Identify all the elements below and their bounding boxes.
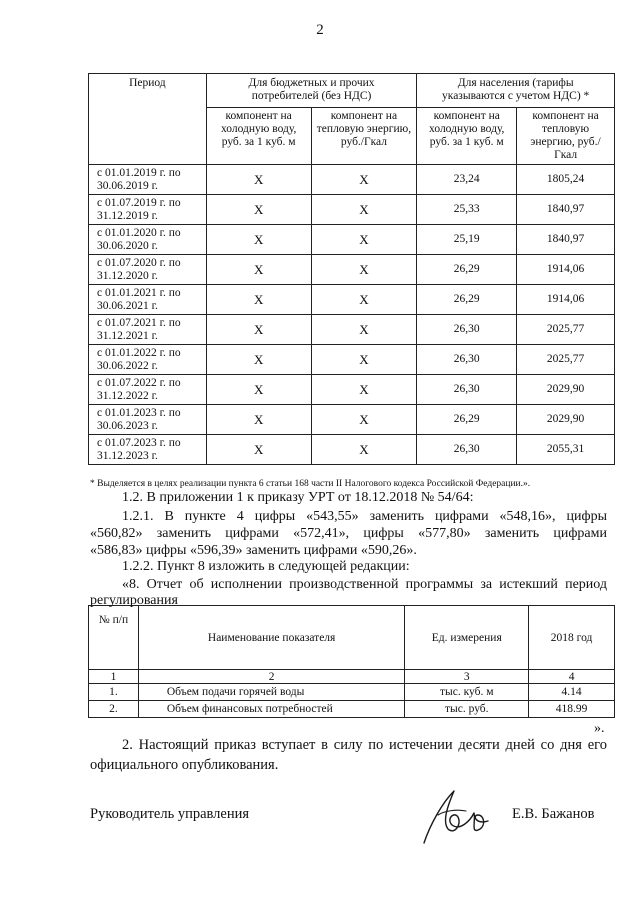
row-unit: тыс. руб. xyxy=(405,701,529,718)
table-row xyxy=(89,285,615,315)
index-cell: 1 xyxy=(89,670,139,684)
budget-cold-cell: X xyxy=(206,225,311,255)
period-cell: с 01.07.2020 г. по 31.12.2020 г. xyxy=(89,255,207,285)
budget-heat-cell: X xyxy=(311,405,417,435)
budget-cold-cell: X xyxy=(206,255,311,285)
table-row xyxy=(89,225,615,255)
population-cold-cell: 26,30 xyxy=(417,345,517,375)
closing-quote: ». xyxy=(594,721,605,736)
population-heat-cell: 1805,24 xyxy=(517,165,615,195)
period-cell: с 01.07.2019 г. по 31.12.2019 г. xyxy=(89,195,207,225)
subheader-population-heat: компонент на тепловую энергию, руб./Гкал xyxy=(517,108,615,165)
paragraph-2-line2: официального опубликования. xyxy=(90,757,279,773)
budget-cold-cell: X xyxy=(206,405,311,435)
header-unit: Ед. измерения xyxy=(405,606,529,670)
signatory-title: Руководитель управления xyxy=(90,806,250,822)
period-cell: с 01.07.2023 г. по 31.12.2023 г. xyxy=(89,435,207,465)
period-cell: с 01.01.2021 г. по 30.06.2021 г. xyxy=(89,285,207,315)
paragraph-1-2-1-line2: «560,82» заменить цифрами «572,41», цифры «577,80» заменить цифрами xyxy=(90,526,607,541)
paragraph-1-2: 1.2. В приложении 1 к приказу УРТ от 18.12.2018 № 54/64: xyxy=(122,490,474,505)
subheader-budget-heat: компонент на тепловую энергию, руб./Гкал xyxy=(311,108,417,165)
handwritten-signature xyxy=(418,785,500,847)
header-period: Период xyxy=(89,74,207,165)
budget-heat-cell: X xyxy=(311,435,417,465)
population-heat-cell: 1914,06 xyxy=(517,255,615,285)
population-heat-cell: 2029,90 xyxy=(517,405,615,435)
population-cold-cell: 26,30 xyxy=(417,315,517,345)
budget-heat-cell: X xyxy=(311,345,417,375)
population-cold-cell: 26,30 xyxy=(417,435,517,465)
population-heat-cell: 1914,06 xyxy=(517,285,615,315)
page-number: 2 xyxy=(316,22,324,38)
table-row xyxy=(89,195,615,225)
row-value: 418.99 xyxy=(529,701,615,718)
index-cell: 2 xyxy=(138,670,404,684)
budget-cold-cell: X xyxy=(206,195,311,225)
table-row xyxy=(89,165,615,195)
population-cold-cell: 26,29 xyxy=(417,255,517,285)
budget-cold-cell: X xyxy=(206,165,311,195)
table-row xyxy=(89,405,615,435)
budget-cold-cell: X xyxy=(206,435,311,465)
budget-heat-cell: X xyxy=(311,375,417,405)
budget-heat-cell: X xyxy=(311,315,417,345)
header-budget: Для бюджетных и прочих потребителей (без НДС) xyxy=(206,74,417,108)
population-cold-cell: 25,19 xyxy=(417,225,517,255)
table-row xyxy=(89,375,615,405)
population-heat-cell: 2029,90 xyxy=(517,375,615,405)
budget-heat-cell: X xyxy=(311,165,417,195)
population-cold-cell: 26,29 xyxy=(417,405,517,435)
signatory-name: Е.В. Бажанов xyxy=(512,806,595,822)
row-value: 4.14 xyxy=(529,684,615,701)
population-heat-cell: 2055,31 xyxy=(517,435,615,465)
budget-cold-cell: X xyxy=(206,345,311,375)
subheader-budget-cold: компонент на холодную воду, руб. за 1 куб. м xyxy=(206,108,311,165)
period-cell: с 01.07.2021 г. по 31.12.2021 г. xyxy=(89,315,207,345)
table-row xyxy=(89,345,615,375)
header-population: Для населения (тарифы указываются с учетом НДС) * xyxy=(417,74,615,108)
population-cold-cell: 23,24 xyxy=(417,165,517,195)
period-cell: с 01.07.2022 г. по 31.12.2022 г. xyxy=(89,375,207,405)
paragraph-1-2-1-line3: «586,83» цифры «596,39» заменить цифрами «590,26». xyxy=(90,543,417,558)
budget-cold-cell: X xyxy=(206,285,311,315)
footnote: * Выделяется в целях реализации пункта 6 статьи 168 части II Налогового кодекса Российской Федерации.». xyxy=(90,479,531,489)
population-heat-cell: 2025,77 xyxy=(517,345,615,375)
budget-heat-cell: X xyxy=(311,255,417,285)
row-indicator: Объем финансовых потребностей xyxy=(138,701,404,718)
header-indicator: Наименование показателя xyxy=(138,606,404,670)
population-heat-cell: 2025,77 xyxy=(517,315,615,345)
table-row xyxy=(89,315,615,345)
population-heat-cell: 1840,97 xyxy=(517,195,615,225)
subheader-population-cold: компонент на холодную воду, руб. за 1 куб. м xyxy=(417,108,517,165)
paragraph-2-line1: 2. Настоящий приказ вступает в силу по истечении десяти дней со дня его xyxy=(122,737,607,753)
header-number: № п/п xyxy=(89,606,139,670)
population-heat-cell: 1840,97 xyxy=(517,225,615,255)
row-number: 2. xyxy=(89,701,139,718)
period-cell: с 01.01.2019 г. по 30.06.2019 г. xyxy=(89,165,207,195)
budget-heat-cell: X xyxy=(311,195,417,225)
header-year: 2018 год xyxy=(529,606,615,670)
table-row xyxy=(89,435,615,465)
row-indicator: Объем подачи горячей воды xyxy=(138,684,404,701)
production-program-table xyxy=(88,605,615,718)
budget-heat-cell: X xyxy=(311,225,417,255)
table-row xyxy=(89,684,615,701)
budget-cold-cell: X xyxy=(206,375,311,405)
budget-heat-cell: X xyxy=(311,285,417,315)
table-row xyxy=(89,255,615,285)
tariff-table xyxy=(88,73,615,465)
index-cell: 3 xyxy=(405,670,529,684)
paragraph-8-line1: «8. Отчет об исполнении производственной программы за истекший период xyxy=(122,577,607,592)
period-cell: с 01.01.2020 г. по 30.06.2020 г. xyxy=(89,225,207,255)
paragraph-1-2-1-line1: 1.2.1. В пункте 4 цифры «543,55» заменить цифрами «548,16», цифры xyxy=(122,509,607,524)
row-number: 1. xyxy=(89,684,139,701)
index-cell: 4 xyxy=(529,670,615,684)
population-cold-cell: 26,29 xyxy=(417,285,517,315)
row-unit: тыс. куб. м xyxy=(405,684,529,701)
budget-cold-cell: X xyxy=(206,315,311,345)
population-cold-cell: 26,30 xyxy=(417,375,517,405)
period-cell: с 01.01.2022 г. по 30.06.2022 г. xyxy=(89,345,207,375)
paragraph-8-line2: регулирования xyxy=(90,593,178,608)
period-cell: с 01.01.2023 г. по 30.06.2023 г. xyxy=(89,405,207,435)
paragraph-1-2-2: 1.2.2. Пункт 8 изложить в следующей редакции: xyxy=(122,559,410,574)
population-cold-cell: 25,33 xyxy=(417,195,517,225)
table-row xyxy=(89,701,615,718)
